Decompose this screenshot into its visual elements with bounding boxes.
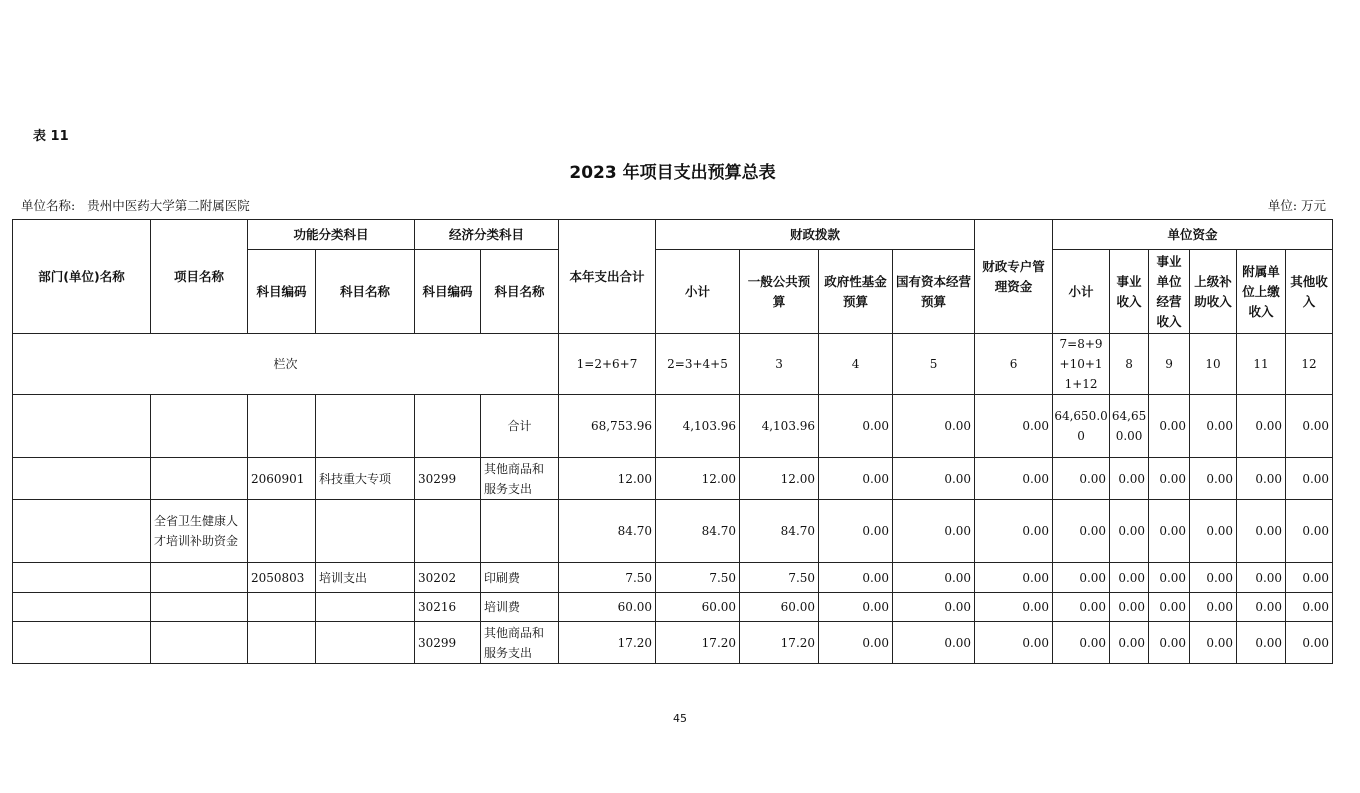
header-func-group: 功能分类科目 [248,220,415,250]
table-row [13,395,1333,458]
budget-table [12,219,1333,664]
cell-total: 68,753.96 [559,395,656,458]
cell-gov-fund: 0.00 [819,395,893,458]
cell-unit-subtotal: 0.00 [1053,458,1110,500]
cell-econ-name: 其他商品和服务支出 [481,458,559,500]
cell-state-capital: 0.00 [893,593,975,622]
cell-special: 0.00 [975,458,1053,500]
header-econ-name: 科目名称 [481,250,559,334]
cell-superior-subsidy: 0.00 [1190,563,1237,593]
cell-project [151,622,248,664]
cell-unit-business: 0.00 [1149,395,1190,458]
column-number: 3 [740,334,819,395]
cell-state-capital: 0.00 [893,500,975,563]
cell-func-name: 科技重大专项 [316,458,415,500]
cell-unit-business: 0.00 [1149,458,1190,500]
header-other-income: 其他收入 [1286,250,1333,334]
header-general: 一般公共预算 [740,250,819,334]
header-gov-fund: 政府性基金预算 [819,250,893,334]
cell-special: 0.00 [975,622,1053,664]
cell-func-code: 2060901 [248,458,316,500]
table-row [13,563,1333,593]
cell-func-name [316,500,415,563]
cell-unit-subtotal: 0.00 [1053,593,1110,622]
cell-econ-name: 印刷费 [481,563,559,593]
cell-econ-code: 30202 [415,563,481,593]
cell-state-capital: 0.00 [893,458,975,500]
page-number: 45 [673,712,687,725]
cell-func-name [316,593,415,622]
cell-unit-subtotal: 0.00 [1053,563,1110,593]
cell-other-income: 0.00 [1286,458,1333,500]
cell-affiliated: 0.00 [1237,563,1286,593]
column-number: 1=2+6+7 [559,334,656,395]
cell-project [151,458,248,500]
cell-career-income: 0.00 [1110,500,1149,563]
table-row [13,500,1333,563]
column-number: 10 [1190,334,1237,395]
header-unit-funds: 单位资金 [1053,220,1333,250]
cell-superior-subsidy: 0.00 [1190,593,1237,622]
column-number-row [13,334,1333,395]
cell-unit-business: 0.00 [1149,563,1190,593]
cell-state-capital: 0.00 [893,563,975,593]
header-dept: 部门(单位)名称 [13,220,151,334]
cell-func-name [316,395,415,458]
column-number: 7=8+9+10+11+12 [1053,334,1110,395]
header-special: 财政专户管理资金 [975,220,1053,334]
cell-superior-subsidy: 0.00 [1190,622,1237,664]
column-number-label: 栏次 [13,334,559,395]
cell-subtotal: 60.00 [656,593,740,622]
cell-dept [13,395,151,458]
cell-subtotal: 4,103.96 [656,395,740,458]
unit-name-value: 贵州中医药大学第二附属医院 [87,198,250,213]
cell-econ-name: 培训费 [481,593,559,622]
cell-general: 84.70 [740,500,819,563]
cell-func-name: 培训支出 [316,563,415,593]
cell-project [151,395,248,458]
cell-unit-business: 0.00 [1149,593,1190,622]
cell-func-code [248,500,316,563]
cell-other-income: 0.00 [1286,563,1333,593]
page-title: 2023 年项目支出预算总表 [569,163,776,183]
cell-general: 4,103.96 [740,395,819,458]
unit-name [21,196,250,214]
cell-func-code [248,622,316,664]
table-body [13,395,1333,664]
cell-func-code [248,395,316,458]
cell-total: 84.70 [559,500,656,563]
cell-econ-code [415,395,481,458]
cell-other-income: 0.00 [1286,395,1333,458]
header-affiliated: 附属单位上缴收入 [1237,250,1286,334]
cell-career-income: 0.00 [1110,622,1149,664]
header-career-income: 事业收入 [1110,250,1149,334]
header-econ-code: 科目编码 [415,250,481,334]
column-number: 4 [819,334,893,395]
cell-special: 0.00 [975,500,1053,563]
cell-econ-code: 30299 [415,622,481,664]
cell-other-income: 0.00 [1286,500,1333,563]
cell-gov-fund: 0.00 [819,458,893,500]
cell-state-capital: 0.00 [893,395,975,458]
cell-gov-fund: 0.00 [819,622,893,664]
cell-special: 0.00 [975,395,1053,458]
cell-gov-fund: 0.00 [819,563,893,593]
cell-dept [13,563,151,593]
cell-subtotal: 84.70 [656,500,740,563]
column-number: 5 [893,334,975,395]
cell-other-income: 0.00 [1286,593,1333,622]
table-row [13,622,1333,664]
cell-econ-name [481,500,559,563]
cell-affiliated: 0.00 [1237,593,1286,622]
cell-gov-fund: 0.00 [819,500,893,563]
cell-unit-subtotal: 64,650.00 [1053,395,1110,458]
cell-func-name [316,622,415,664]
cell-career-income: 64,650.00 [1110,395,1149,458]
cell-career-income: 0.00 [1110,563,1149,593]
cell-career-income: 0.00 [1110,593,1149,622]
cell-superior-subsidy: 0.00 [1190,458,1237,500]
cell-unit-business: 0.00 [1149,622,1190,664]
cell-subtotal: 17.20 [656,622,740,664]
column-number: 6 [975,334,1053,395]
cell-func-code [248,593,316,622]
cell-affiliated: 0.00 [1237,458,1286,500]
cell-dept [13,458,151,500]
header-state-capital: 国有资本经营预算 [893,250,975,334]
cell-total: 7.50 [559,563,656,593]
header-project: 项目名称 [151,220,248,334]
cell-total: 60.00 [559,593,656,622]
table-number: 表 11 [33,129,69,144]
cell-total: 12.00 [559,458,656,500]
cell-unit-business: 0.00 [1149,500,1190,563]
cell-career-income: 0.00 [1110,458,1149,500]
column-number: 8 [1110,334,1149,395]
cell-econ-name: 其他商品和服务支出 [481,622,559,664]
header-func-name: 科目名称 [316,250,415,334]
cell-project: 全省卫生健康人才培训补助资金 [151,500,248,563]
cell-econ-code: 30299 [415,458,481,500]
cell-subtotal: 7.50 [656,563,740,593]
unit-name-label: 单位名称: [21,198,76,213]
cell-dept [13,500,151,563]
cell-func-code: 2050803 [248,563,316,593]
header-fiscal-group: 财政拨款 [656,220,975,250]
header-func-code: 科目编码 [248,250,316,334]
cell-special: 0.00 [975,563,1053,593]
table-row [13,593,1333,622]
cell-dept [13,593,151,622]
header-unit-subtotal: 小计 [1053,250,1110,334]
cell-econ-code: 30216 [415,593,481,622]
column-number: 12 [1286,334,1333,395]
cell-unit-subtotal: 0.00 [1053,500,1110,563]
cell-affiliated: 0.00 [1237,395,1286,458]
cell-dept [13,622,151,664]
cell-total: 17.20 [559,622,656,664]
cell-unit-subtotal: 0.00 [1053,622,1110,664]
cell-subtotal: 12.00 [656,458,740,500]
header-superior-subsidy: 上级补助收入 [1190,250,1237,334]
cell-superior-subsidy: 0.00 [1190,395,1237,458]
cell-special: 0.00 [975,593,1053,622]
header-fiscal-subtotal: 小计 [656,250,740,334]
header-total: 本年支出合计 [559,220,656,334]
cell-superior-subsidy: 0.00 [1190,500,1237,563]
cell-affiliated: 0.00 [1237,500,1286,563]
cell-gov-fund: 0.00 [819,593,893,622]
cell-econ-code [415,500,481,563]
table-row [13,458,1333,500]
cell-econ-name: 合计 [481,395,559,458]
column-number: 11 [1237,334,1286,395]
header-unit-business: 事业单位经营收入 [1149,250,1190,334]
currency-unit: 单位: 万元 [1267,198,1326,213]
cell-other-income: 0.00 [1286,622,1333,664]
cell-general: 60.00 [740,593,819,622]
cell-project [151,563,248,593]
cell-general: 12.00 [740,458,819,500]
column-number: 2=3+4+5 [656,334,740,395]
column-number: 9 [1149,334,1190,395]
header-row-1 [13,220,1333,250]
cell-affiliated: 0.00 [1237,622,1286,664]
header-econ-group: 经济分类科目 [415,220,559,250]
cell-general: 17.20 [740,622,819,664]
cell-state-capital: 0.00 [893,622,975,664]
cell-project [151,593,248,622]
cell-general: 7.50 [740,563,819,593]
